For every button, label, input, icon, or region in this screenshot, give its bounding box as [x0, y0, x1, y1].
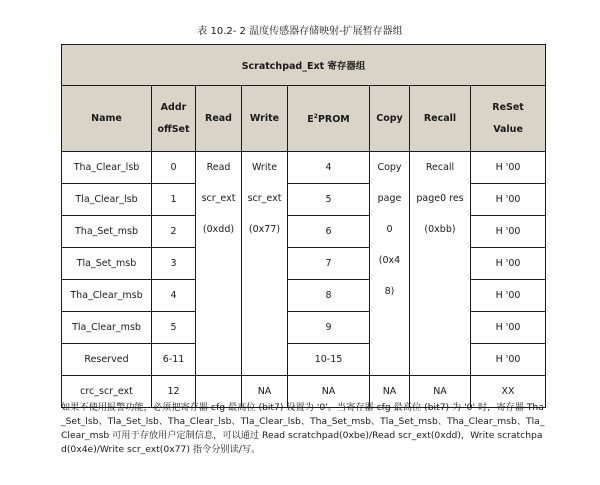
cell-addr: 0 [152, 152, 196, 184]
cell-addr: 1 [152, 184, 196, 216]
cell-eeprom: 9 [288, 312, 370, 344]
cell-copy-line: page [377, 193, 402, 204]
cell-write: NA [242, 376, 288, 408]
cell-read-line: (0xdd) [202, 224, 235, 235]
cell-read [196, 152, 242, 376]
cell-name: Tla_Clear_msb [62, 312, 152, 344]
cell-eeprom: 8 [288, 280, 370, 312]
cell-read-line: Read [206, 162, 231, 173]
footnote: 如果不使用报警功能，必须把寄存器 cfg 最高位 (bit7) 设置为 '0'。当寄存器 cfg 最高位 (bit7) 为 '0' 时，寄存器 Tha_Set_lsb、Tla_Set_lsb、Tha_Clear_lsb、Tla_Clear_lsb、Tha_Set_msb、Tla_Set_msb、Tha_Clear_msb、Tla_Clear_msb 可用于存放用户定制信息，可以通过 Read scratchpad(0xbe)/Read scr_ext(0xdd)，Write scratchpad(0x4e)/Write scr_ext(0x77) 指令分别读/写。 [61, 402, 545, 455]
cell-reset: XX [471, 376, 546, 408]
cell-write-line: Write [251, 162, 278, 173]
cell-eeprom: 7 [288, 248, 370, 280]
cell-recall-line: Recall [425, 162, 455, 173]
cell-reset: H '00 [471, 312, 546, 344]
header-eeprom: $E^2PROM$ [288, 86, 370, 152]
cell-copy-line: 8) [384, 286, 395, 297]
cell-reset: H '00 [471, 248, 546, 280]
cell-addr: 4 [152, 280, 196, 312]
table-row [62, 152, 546, 184]
cell-name: Tha_Set_msb [62, 216, 152, 248]
cell-write-line: (0x77) [248, 224, 281, 235]
cell-write [242, 152, 288, 376]
cell-eeprom: 6 [288, 216, 370, 248]
header-name: Name [62, 86, 152, 152]
cell-name: Tha_Clear_msb [62, 280, 152, 312]
cell-addr: 6-11 [152, 344, 196, 376]
cell-recall-line: (0xbb) [424, 224, 456, 235]
cell-addr: 3 [152, 248, 196, 280]
cell-addr: 5 [152, 312, 196, 344]
cell-eeprom: 5 [288, 184, 370, 216]
cell-eeprom: NA [288, 376, 370, 408]
cell-recall: NA [410, 376, 471, 408]
register-table [61, 44, 546, 408]
cell-copy-line: (0x4 [378, 255, 401, 266]
table-caption: 表 10.2- 2 温度传感器存储映射-扩展暂存器组 [197, 26, 403, 37]
cell-name: Tha_Clear_lsb [62, 152, 152, 184]
cell-name: Reserved [62, 344, 152, 376]
cell-copy-line: Copy [377, 162, 402, 173]
header-reset: ReSet Value [471, 86, 546, 152]
cell-reset: H '00 [471, 184, 546, 216]
cell-addr: 2 [152, 216, 196, 248]
header-addr: Addr offSet [152, 86, 196, 152]
table-row [62, 344, 546, 376]
header-write: Write [242, 86, 288, 152]
cell-eeprom: 10-15 [288, 344, 370, 376]
cell-name: Tla_Clear_lsb [62, 184, 152, 216]
cell-copy-line: 0 [386, 224, 393, 235]
cell-reset: H '00 [471, 216, 546, 248]
table-title: Scratchpad_Ext 寄存器组 [62, 45, 546, 86]
table-row [62, 248, 546, 280]
cell-reset: H '00 [471, 152, 546, 184]
table-row [62, 280, 546, 312]
table-row [62, 184, 546, 216]
header-copy: Copy [370, 86, 410, 152]
cell-recall-line: page0 res [416, 193, 464, 204]
table-row [62, 312, 546, 344]
cell-read-line: scr_ext [201, 193, 236, 204]
cell-reset: H '00 [471, 344, 546, 376]
cell-copy: NA [370, 376, 410, 408]
cell-write-line: scr_ext [247, 193, 282, 204]
header-read: Read [196, 86, 242, 152]
table-row [62, 216, 546, 248]
header-recall: Recall [410, 86, 471, 152]
cell-name: crc_scr_ext [62, 376, 152, 408]
cell-copy [370, 152, 410, 376]
cell-eeprom: 4 [288, 152, 370, 184]
cell-addr: 12 [152, 376, 196, 408]
cell-name: Tla_Set_msb [62, 248, 152, 280]
cell-reset: H '00 [471, 280, 546, 312]
cell-recall [410, 152, 471, 376]
